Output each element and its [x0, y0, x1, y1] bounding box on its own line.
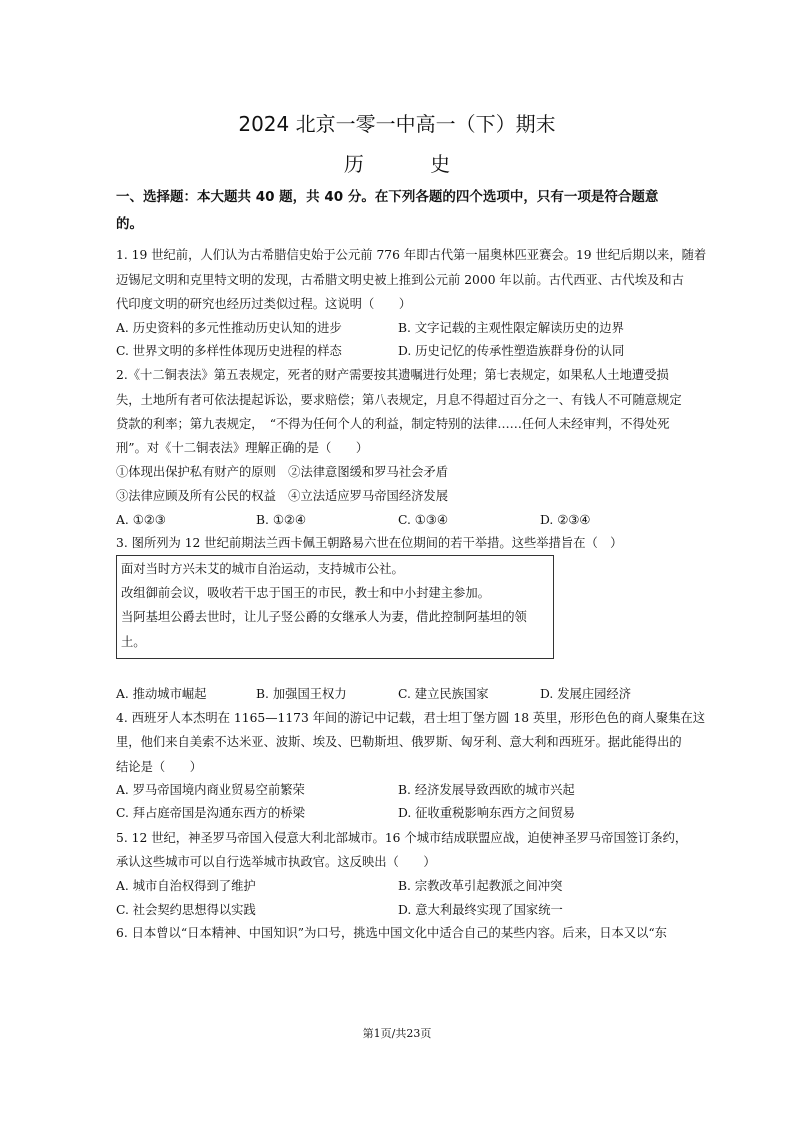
q2-statement-line: ①体现出保护私有财产的原则 ②法律意图缓和罗马社会矛盾 [116, 465, 449, 479]
q3-option-d: D. 发展庄园经济 [540, 687, 632, 701]
q3-stem: 3. 图所列为 12 世纪前期法兰西卡佩王朝路易六世在位期间的若干举措。这些举措旨在（ ） [116, 536, 623, 550]
q2-stem-line: 失，土地所有者可依法提起诉讼，要求赔偿；第八表规定，月息不得超过百分之一、有钱人不可随意规定 [116, 393, 682, 407]
q2-option-d: D. ②③④ [540, 513, 591, 527]
q4-option-d: D. 征收重税影响东西方之间贸易 [398, 806, 576, 820]
q1-option-a: A. 历史资料的多元性推动历史认知的进步 [116, 321, 342, 335]
q5-option-a: A. 城市自治权得到了维护 [116, 879, 256, 893]
q1-stem-line: 1. 19 世纪前，人们认为古希腊信史始于公元前 776 年即古代第一届奥林匹亚赛会。19 世纪后期以来，随着 [116, 248, 707, 262]
q1-option-c: C. 世界文明的多样性体现历史进程的样态 [116, 344, 342, 358]
q2-stem-line: 贷款的利率；第九表规定， “不得为任何个人的利益，制定特别的法律……任何人未经审判，不得处死 [116, 417, 670, 431]
exam-title: 2024 北京一零一中高一（下）期末 [238, 112, 556, 136]
q6-stem-line: 6. 日本曾以“日本精神、中国知识”为口号，挑选中国文化中适合自己的某些内容。后来，日本又以“东 [116, 926, 667, 940]
q5-option-d: D. 意大利最终实现了国家统一 [398, 903, 563, 917]
q1-stem-line: 迈锡尼文明和克里特文明的发现，古希腊文明史被上推到公元前 2000 年以前。古代西亚、古代埃及和古 [116, 273, 684, 287]
q4-stem-line: 结论是（ ） [116, 760, 203, 774]
q1-stem-line: 代印度文明的研究也经历过类似过程。这说明（ ） [116, 297, 412, 311]
q2-stem-line: 2.《十二铜表法》第五表规定，死者的财产需要按其遗嘱进行处理；第七表规定，如果私人土地遭受损 [116, 368, 669, 382]
q4-option-b: B. 经济发展导致西欧的城市兴起 [398, 783, 575, 797]
q2-option-b: B. ①②④ [256, 513, 306, 527]
q5-option-c: C. 社会契约思想得以实践 [116, 903, 256, 917]
q3-box-line: 面对当时方兴未艾的城市自治运动，支持城市公社。 [121, 562, 404, 576]
q5-stem-line: 5. 12 世纪，神圣罗马帝国入侵意大利北部城市。16 个城市结成联盟应战，迫使神圣罗马帝国签订条约， [116, 831, 688, 845]
q2-stem-line: 刑”。对《十二铜表法》理解正确的是（ ） [116, 441, 369, 455]
q3-box-line: 土。 [121, 635, 146, 649]
q3-option-b: B. 加强国王权力 [256, 687, 347, 701]
q2-option-c: C. ①③④ [398, 513, 448, 527]
q2-option-a: A. ①②③ [116, 513, 166, 527]
q3-box-line: 当阿基坦公爵去世时，让儿子竖公爵的女继承人为妻，借此控制阿基坦的领 [121, 610, 527, 624]
subject-title: 历 史 [343, 152, 481, 176]
q5-stem-line: 承认这些城市可以自行选举城市执政官。这反映出（ ） [116, 855, 436, 869]
section-heading-line-1: 一、选择题：本大题共 40 题，共 40 分。在下列各题的四个选项中，只有一项是符合题意 [116, 189, 659, 205]
q4-stem-line: 4. 西班牙人本杰明在 1165—1173 年间的游记中记载，君士坦丁堡方圆 18 英里，形形色色的商人聚集在这 [116, 711, 706, 725]
q4-stem-line: 里，他们来自美索不达米亚、波斯、埃及、巴勒斯坦、俄罗斯、匈牙利、意大利和西班牙。据此能得出的 [116, 735, 682, 749]
q4-option-c: C. 拜占庭帝国是沟通东西方的桥梁 [116, 806, 305, 820]
q5-option-b: B. 宗教改革引起教派之间冲突 [398, 879, 563, 893]
q3-material-box [116, 555, 554, 659]
q1-option-b: B. 文字记载的主观性限定解读历史的边界 [398, 321, 624, 335]
q2-statement-line: ③法律应顾及所有公民的权益 ④立法适应罗马帝国经济发展 [116, 489, 449, 503]
section-heading-line-2: 的。 [116, 216, 143, 232]
q3-option-a: A. 推动城市崛起 [116, 687, 207, 701]
q4-option-a: A. 罗马帝国境内商业贸易空前繁荣 [116, 783, 305, 797]
q3-box-line: 改组御前会议，吸收若干忠于国王的市民，教士和中小封建主参加。 [121, 586, 490, 600]
q1-option-d: D. 历史记忆的传承性塑造族群身份的认同 [398, 344, 625, 358]
q3-option-c: C. 建立民族国家 [398, 687, 489, 701]
page-number: 第1页/共23页 [362, 1027, 432, 1040]
